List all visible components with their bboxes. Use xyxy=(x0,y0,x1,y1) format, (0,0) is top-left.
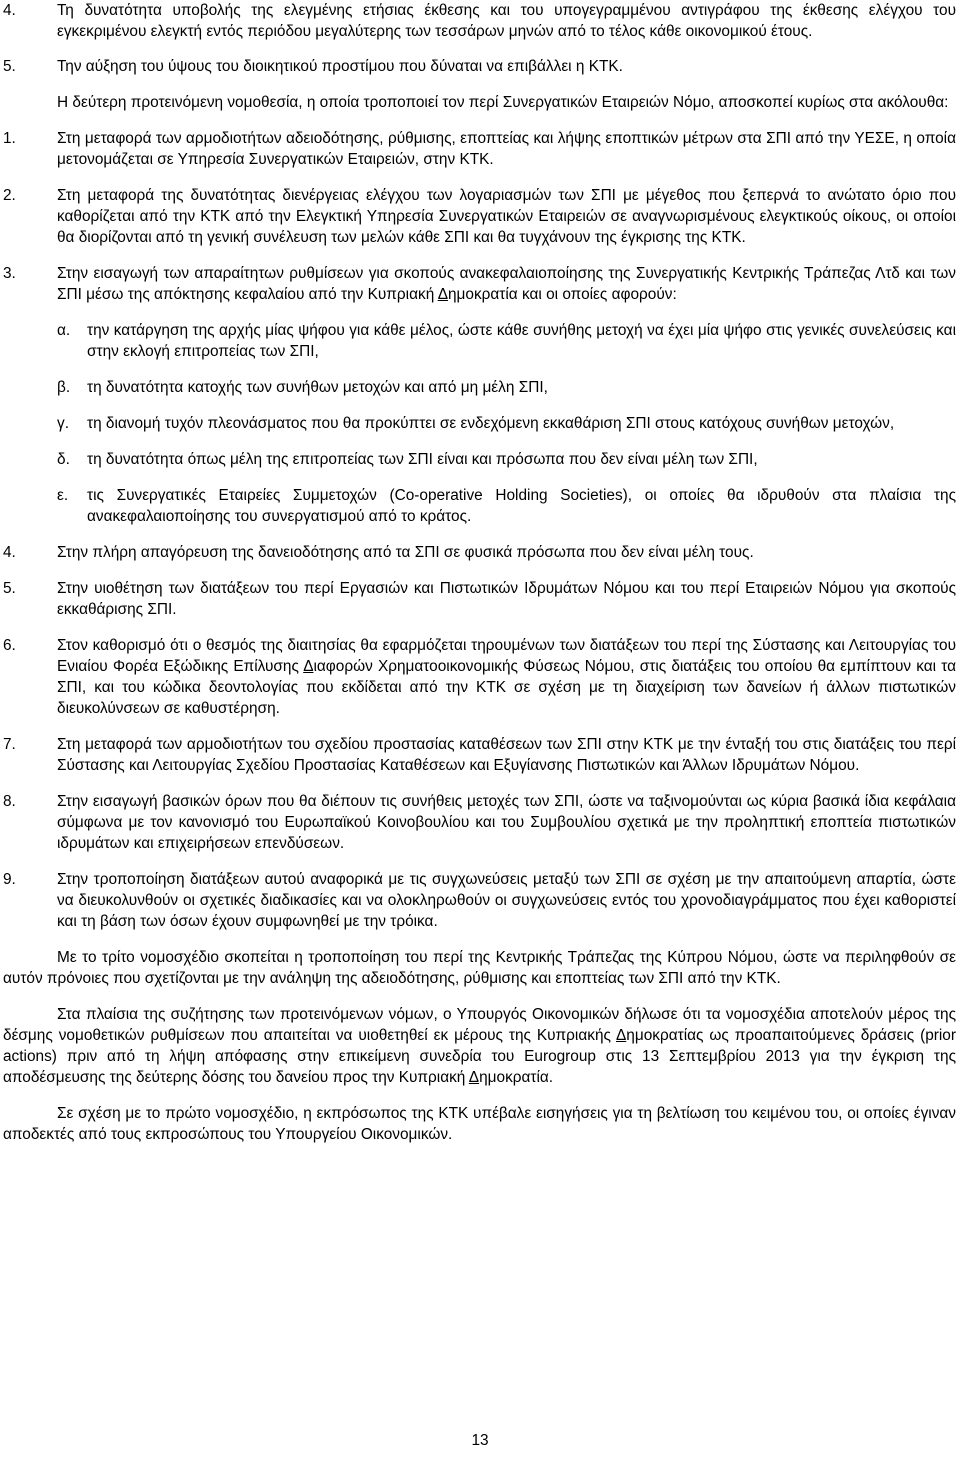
sub-item-text: τη δυνατότητα κατοχής των συνήθων μετοχών και από μη μέλη ΣΠΙ, xyxy=(87,379,548,396)
item-number: 6. xyxy=(3,637,16,654)
paragraph-text-underlined: Δ xyxy=(468,1069,480,1086)
item-number: 7. xyxy=(3,736,16,753)
paragraph-third-bill: Με το τρίτο νομοσχέδιο σκοπείται η τροποποίηση του περί της Κεντρικής Τράπεζας της Κύπρου Νόμου, ώστε να περιληφθούν σε αυτόν πρόνοιες που σχετίζονται με την ανάληψη της αδειοδότησης, ρύθμισης και εποπτείας των ΣΠΙ από την ΚΤΚ. xyxy=(3,949,956,987)
sub-list-item xyxy=(3,485,956,527)
list-item xyxy=(3,791,956,854)
sub-item-text: τη δυνατότητα όπως μέλη της επιτροπείας των ΣΠΙ είναι και πρόσωπα που δεν είναι μέλη των ΣΠΙ, xyxy=(87,451,758,468)
item-text-part: ιαφορών Χρηματοοικονομικής Φύσεως Νόμου, στις διατάξεις του οποίου θα εμπίπτουν και τα ΣΠΙ, και του κώδικα δεοντολογίας που εκδίδεται από την ΚΤΚ σε σχέση με τη διαχείριση των δανείων ή άλλων πιστωτικών διευκολύνσεων σε καθυστέρηση. xyxy=(57,658,957,717)
item-text-part: ημοκρατία και οι οποίες αφορούν: xyxy=(447,286,677,303)
item-text: Στη μεταφορά των αρμοδιοτήτων αδειοδότησης, ρύθμισης, εποπτείας και λήψης εποπτικών μέτρων στα ΣΠΙ από την ΥΕΣΕ, η οποία μετονομάζεται σε Υπηρεσία Συνεργατικών Εταιρειών, στην ΚΤΚ. xyxy=(57,130,956,168)
sub-item-label: ε. xyxy=(57,487,69,504)
list-item xyxy=(3,635,956,719)
sub-item-text: τη διανομή τυχόν πλεονάσματος που θα προκύπτει σε ενδεχόμενη εκκαθάριση ΣΠΙ στους κατόχους συνήθων μετοχών, xyxy=(87,415,895,432)
list-item xyxy=(3,869,956,932)
list-item xyxy=(3,263,956,305)
item-text-underlined: Δ xyxy=(303,658,314,675)
page-number: 13 xyxy=(471,1432,489,1449)
item-number: 4. xyxy=(3,2,16,19)
item-text: Στην τροποποίηση διατάξεων αυτού αναφορικά με τις συγχωνεύσεις μεταξύ των ΣΠΙ σε σχέση με την απαιτούμενη απαρτία, ώστε να διευκολυνθούν οι σχετικές διαδικασίες και να ολοκληρωθούν οι συγχωνεύσεις εντός του χρονοδιαγράμματος που έχει καθοριστεί και τη βάση των όσων έχουν συμφωνηθεί με την τρόικα. xyxy=(57,871,956,930)
paragraph-discussion xyxy=(3,1004,956,1088)
item-text-part: Στον καθορισμό ότι ο θεσμός της διαιτησίας θα εφαρμόζεται τηρουμένων των διατάξεων του περί της Σύστασης και Λειτουργίας του Ενιαίου Φορέα Εξώδικης Επίλυσης xyxy=(57,637,956,675)
paragraph-text-underlined: Δ xyxy=(616,1027,627,1044)
sub-list-item xyxy=(3,320,956,362)
item-text: Στη μεταφορά των αρμοδιοτήτων του σχεδίου προστασίας καταθέσεων των ΣΠΙ στην ΚΤΚ με την ένταξή του στις διατάξεις του περί Σύστασης και Λειτουργίας Σχεδίου Προστασίας Καταθέσεων και Εξυγίανσης Πιστωτικών και Άλλων Ιδρυμάτων Νόμου. xyxy=(57,736,956,774)
sub-list-item xyxy=(3,377,956,398)
item-number: 9. xyxy=(3,871,16,888)
sub-item-label: δ. xyxy=(57,451,70,468)
item-number: 4. xyxy=(3,544,16,561)
item-number: 5. xyxy=(3,580,16,597)
list-item xyxy=(3,128,956,170)
sub-list-item xyxy=(3,449,956,470)
list-item xyxy=(3,542,956,563)
paragraph-first-bill: Σε σχέση με το πρώτο νομοσχέδιο, η εκπρόσωπος της ΚΤΚ υπέβαλε εισηγήσεις για τη βελτίωση του κειμένου του, οι οποίες έγιναν αποδεκτές από τους εκπροσώπους του Υπουργείου Οικονομικών. xyxy=(3,1105,956,1143)
sub-item-label: γ. xyxy=(57,415,69,432)
sub-item-text: τις Συνεργατικές Εταιρείες Συμμετοχών (Co-operative Holding Societies), οι οποίες θα ιδρυθούν στα πλαίσια της ανακεφαλαιοποίησης του συνεργατισμού από το κράτος. xyxy=(87,487,956,525)
item-number: 5. xyxy=(3,58,16,75)
sub-list-item xyxy=(3,413,956,434)
paragraph-text-part: Στα πλαίσια της συζήτησης των προτεινόμενων νόμων, ο Υπουργός Οικονομικών δήλωσε ότι τα νομοσχέδια αποτελούν μέρος της δέσμης νομοθετικών ρυθμίσεων που απαιτείται να υιοθετηθεί εκ μέρους της Κυπριακής xyxy=(3,1006,956,1044)
item-text: Στην εισαγωγή βασικών όρων που θα διέπουν τις συνήθεις μετοχές των ΣΠΙ, ώστε να ταξινομούνται ως κύρια βασικά ίδια κεφάλαια σύμφωνα με τον κανονισμό του Ευρωπαϊκού Κοινοβουλίου και του Συμβουλίου σχετικά με την προληπτική εποπτεία πιστωτικών ιδρυμάτων και επιχειρήσεων επενδύσεων. xyxy=(57,793,956,852)
item-text xyxy=(57,263,956,305)
paragraph-text-part: ημοκρατία. xyxy=(479,1069,554,1086)
paragraph-text-part: ημοκρατίας ως προαπαιτούμενες δράσεις (prior actions) πριν από τη λήψη απόφασης στην επικείμενη συνεδρία του Eurogroup στις 13 Σεπτεμβρίου 2013 για την έγκριση της αποδέσμευσης της δεύτερης δόσης του δανείου προς την Κυπριακή xyxy=(3,1027,956,1086)
list-item xyxy=(3,56,956,77)
document-body xyxy=(3,0,956,1145)
item-number: 3. xyxy=(3,265,16,282)
item-text xyxy=(57,635,956,719)
item-text: Στην υιοθέτηση των διατάξεων του περί Εργασιών και Πιστωτικών Ιδρυμάτων Νόμου και του περί Εταιρειών Νόμου για σκοπούς εκκαθάρισης ΣΠΙ. xyxy=(57,580,956,618)
item-number: 8. xyxy=(3,793,16,810)
item-text: Την αύξηση του ύψους του διοικητικού προστίμου που δύναται να επιβάλλει η ΚΤΚ. xyxy=(57,58,623,75)
item-text: Στην πλήρη απαγόρευση της δανειοδότησης από τα ΣΠΙ σε φυσικά πρόσωπα που δεν είναι μέλη τους. xyxy=(57,544,754,561)
item-text: Τη δυνατότητα υποβολής της ελεγμένης ετήσιας έκθεσης και του υπογεγραμμένου αντιγράφου της έκθεσης ελέγχου του εγκεκριμένου ελεγκτή εντός περιόδου μεγαλύτερης των τεσσάρων μηνών από το τέλος κάθε οικονομικού έτους. xyxy=(57,2,956,40)
sub-item-label: β. xyxy=(57,379,71,396)
item-number: 1. xyxy=(3,130,16,147)
list-item xyxy=(3,578,956,620)
sub-item-text: την κατάργηση της αρχής μίας ψήφου για κάθε μέλος, ώστε κάθε συνήθης μετοχή να έχει μία ψήφο στις γενικές συνελεύσεις και στην εκλογή επιτροπείας των ΣΠΙ, xyxy=(87,322,956,360)
item-text-underlined: Δ xyxy=(437,286,448,303)
item-text: Στη μεταφορά της δυνατότητας διενέργειας ελέγχου των λογαριασμών των ΣΠΙ με μέγεθος που ξεπερνά το ανώτατο όριο που καθορίζεται από την ΚΤΚ από την Ελεγκτική Υπηρεσία Συνεργατικών Εταιρειών σε αναγνωρισμένους ελεγκτικούς οίκους, οι οποίοι θα διορίζονται από τη γενική συνέλευση των μελών κάθε ΣΠΙ και θα τυγχάνουν της έγκρισης της ΚΤΚ. xyxy=(57,187,956,246)
list-item xyxy=(3,0,956,42)
item-text-part: Στην εισαγωγή των απαραίτητων ρυθμίσεων για σκοπούς ανακεφαλαιοποίησης της Συνεργατικής Κεντρικής Τράπεζας Λτδ και των ΣΠΙ μέσω της απόκτησης κεφαλαίου από την Κυπριακή xyxy=(57,265,956,303)
item-number: 2. xyxy=(3,187,16,204)
intro-paragraph: Η δεύτερη προτεινόμενη νομοθεσία, η οποία τροποποιεί τον περί Συνεργατικών Εταιρειών Νόμο, αποσκοπεί κυρίως στα ακόλουθα: xyxy=(57,94,949,111)
list-item xyxy=(3,734,956,776)
list-item xyxy=(3,185,956,248)
sub-item-label: α. xyxy=(57,322,71,339)
